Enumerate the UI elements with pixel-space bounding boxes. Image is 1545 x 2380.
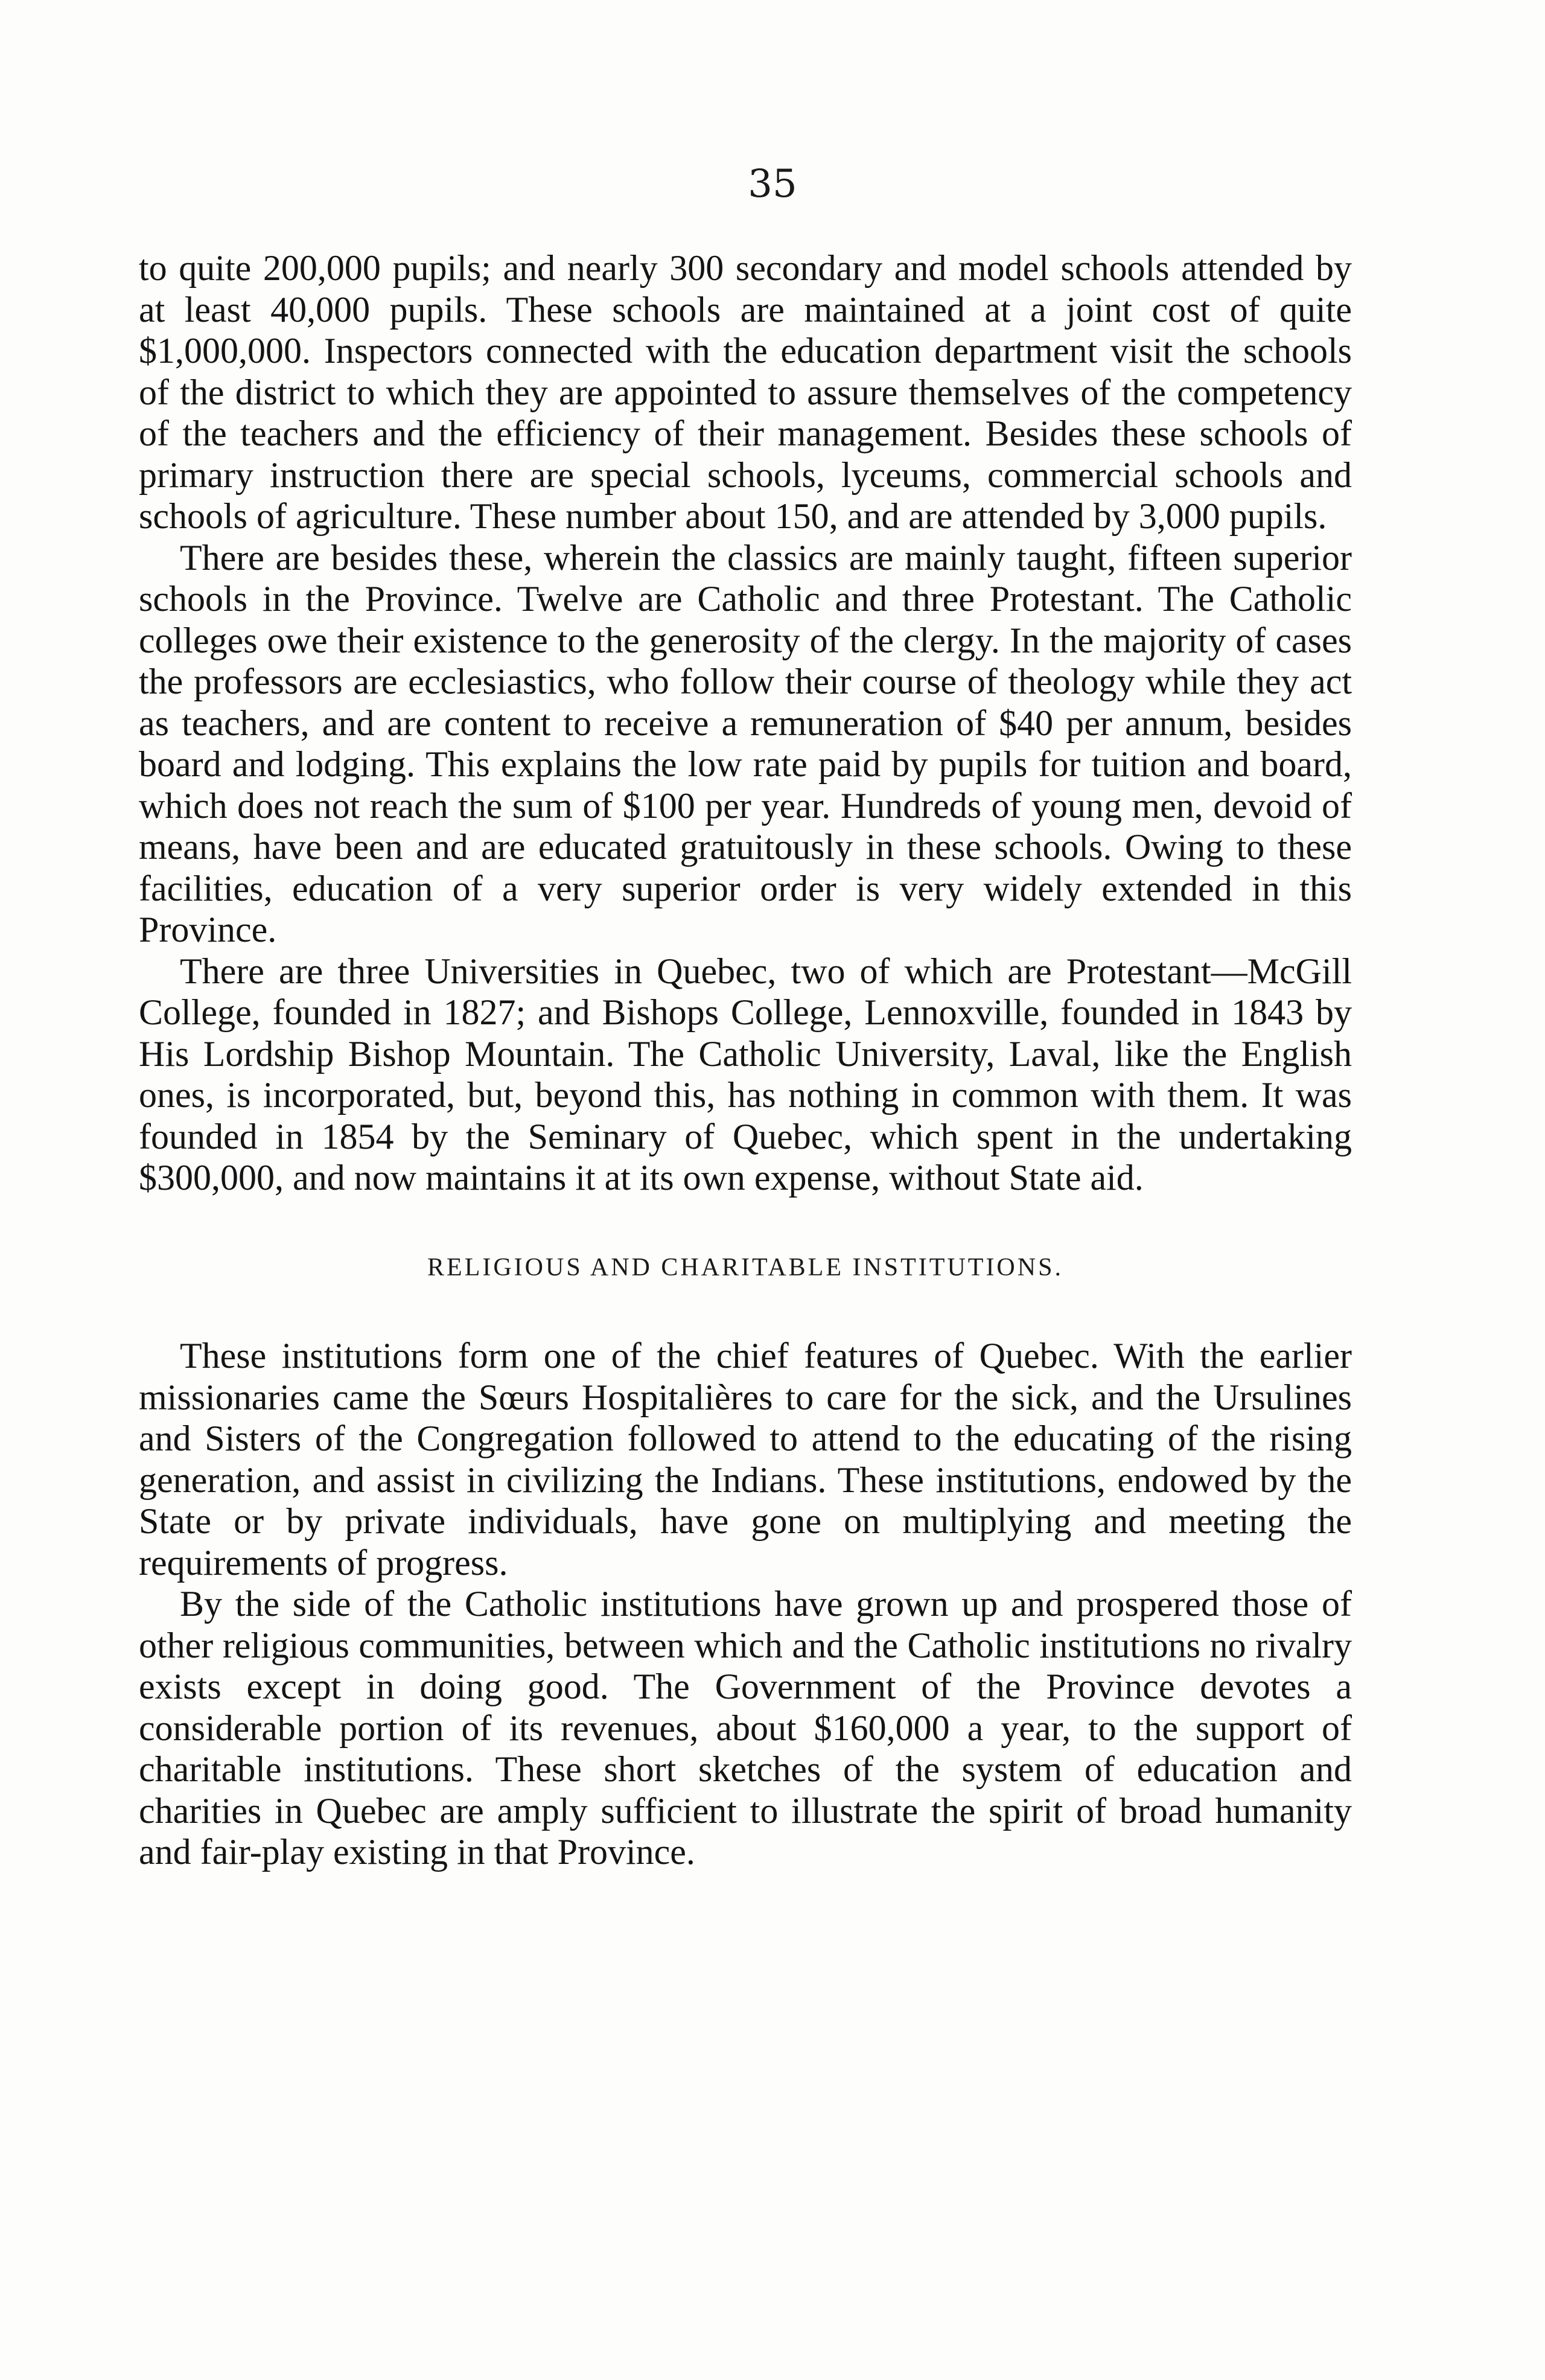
page-number: 35 bbox=[748, 162, 797, 206]
paragraph-education-statistics: to quite 200,000 pupils; and nearly 300 secondary and model schools attended by at least 40,000 pupils. These schools are maintained at a joint cost of quite $1,000,000. Inspectors connected with the education department visit the schools of the district to which they are appointed to assure themselves of the competency of the teachers and the efficiency of their management. Besides these schools of primary instruction there are special schools, lyceums, commercial schools and schools of agriculture. These number about 150, and are attended by 3,000 pupils. bbox=[139, 248, 1352, 536]
body-text-upper bbox=[139, 247, 1352, 1873]
paragraph-charitable-support: By the side of the Catholic institutions have grown up and prospered those of other religious communities, between which and the Catholic institutions no rivalry exists except in doing good. The Government of the Province devotes a considerable portion of its revenues, about $160,000 a year, to the support of charitable institutions. These short sketches of the system of education and charities in Quebec are amply sufficient to illustrate the spirit of broad humanity and fair-play existing in that Province. bbox=[139, 1584, 1352, 1872]
section-heading: RELIGIOUS AND CHARITABLE INSTITUTIONS. bbox=[427, 1253, 1063, 1281]
paragraph-superior-schools: There are besides these, wherein the classics are mainly taught, fifteen superior schools in the Province. Twelve are Catholic and three Protestant. The Catholic colleges owe their existence to the generosity of the clergy. In the majority of cases the professors are ecclesiastics, who follow their course of theology while they act as teachers, and are content to receive a remuneration of $40 per annum, besides board and lodging. This explains the low rate paid by pupils for tuition and board, which does not reach the sum of $100 per year. Hundreds of young men, devoid of means, have been and are educated gratuitously in these schools. Owing to these facilities, education of a very superior order is very widely extended in this Province. bbox=[139, 537, 1352, 949]
paragraph-institutions: These institutions form one of the chief features of Quebec. With the earlier missionaries came the Sœurs Hospitalières to care for the sick, and the Ursulines and Sisters of the Congregation followed to attend to the educating of the rising generation, and assist in civilizing the Indians. These institutions, endowed by the State or by private individuals, have gone on multiplying and meeting the requirements of progress. bbox=[139, 1336, 1352, 1583]
paragraph-universities: There are three Universities in Quebec, two of which are Protestant—McGill College, founded in 1827; and Bishops College, Lennoxville, founded in 1843 by His Lordship Bishop Mountain. The Catholic University, Laval, like the English ones, is incorporated, but, beyond this, has nothing in common with them. It was founded in 1854 by the Seminary of Quebec, which spent in the undertaking $300,000, and now maintains it at its own expense, without State aid. bbox=[139, 951, 1352, 1198]
